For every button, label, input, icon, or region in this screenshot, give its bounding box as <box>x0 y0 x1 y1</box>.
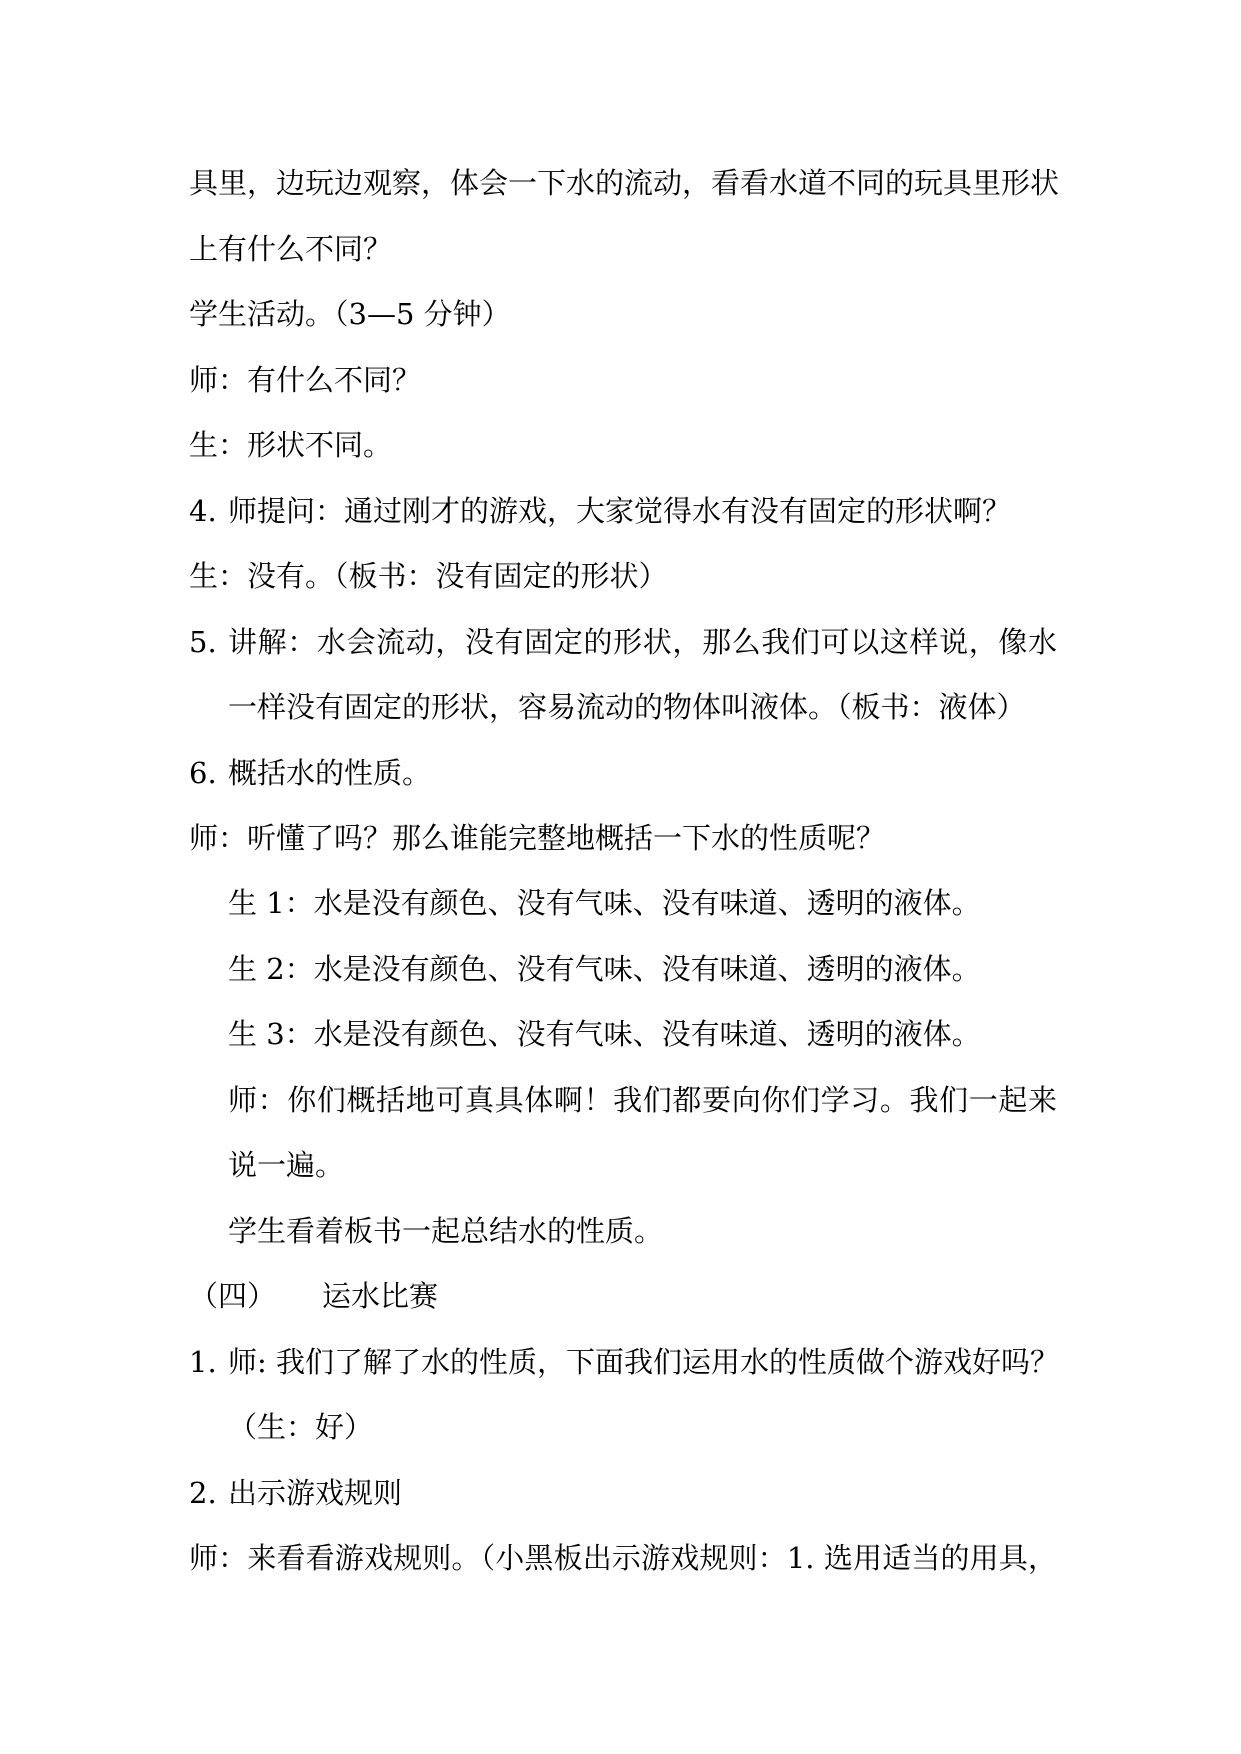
line-text: 生：形状不同。 <box>189 428 393 462</box>
text-line <box>0 425 1241 465</box>
text-line <box>0 1014 1241 1054</box>
line-text: 师：听懂了吗？那么谁能完整地概括一下水的性质呢？ <box>189 821 886 855</box>
line-text: （生：好） <box>228 1410 374 1444</box>
numbered-item <box>0 622 1241 662</box>
item-number: 1. <box>189 1345 217 1379</box>
text-line <box>0 818 1241 858</box>
text-line <box>0 883 1241 923</box>
numbered-item <box>0 753 1241 793</box>
item-text: 概括水的性质。 <box>228 756 432 790</box>
text-line <box>0 556 1241 596</box>
text-line <box>0 687 1241 727</box>
line-text: 说一遍。 <box>228 1148 345 1182</box>
item-number: 2. <box>189 1476 217 1510</box>
item-text: 出示游戏规则 <box>228 1476 403 1510</box>
line-text: 师：有什么不同？ <box>189 363 422 397</box>
text-line <box>0 229 1241 269</box>
section-title: 运水比赛 <box>322 1279 439 1313</box>
text-line <box>0 360 1241 400</box>
text-line <box>0 1080 1241 1120</box>
line-text: 生 3：水是没有颜色、没有气味、没有味道、透明的液体。 <box>228 1017 981 1051</box>
numbered-item <box>0 1473 1241 1513</box>
section-heading <box>0 1276 1241 1316</box>
line-text: 学生看着板书一起总结水的性质。 <box>228 1214 664 1248</box>
line-text: 生 1：水是没有颜色、没有气味、没有味道、透明的液体。 <box>228 886 981 920</box>
text-line <box>0 1211 1241 1251</box>
line-text: 学生活动。（3—5 分钟） <box>189 297 511 331</box>
item-text: 讲解：水会流动，没有固定的形状，那么我们可以这样说，像水 <box>228 625 1057 659</box>
text-line <box>0 1538 1241 1578</box>
section-number: （四） <box>189 1279 277 1313</box>
line-text: 一样没有固定的形状，容易流动的物体叫液体。（板书：液体） <box>228 690 1026 724</box>
item-text: 师提问：通过刚才的游戏，大家觉得水有没有固定的形状啊？ <box>228 494 1012 528</box>
text-line <box>0 294 1241 334</box>
text-line <box>0 949 1241 989</box>
item-text: 师: 我们了解了水的性质，下面我们运用水的性质做个游戏好吗？ <box>228 1345 1059 1379</box>
line-text: 师：你们概括地可真具体啊！我们都要向你们学习。我们一起来 <box>228 1083 1057 1117</box>
text-line <box>0 1407 1241 1447</box>
line-text: 师：来看看游戏规则。（小黑板出示游戏规则：1. 选用适当的用具， <box>189 1541 1057 1575</box>
line-text: 具里，边玩边观察，体会一下水的流动，看看水道不同的玩具里形状 <box>189 166 1060 200</box>
item-number: 6. <box>189 756 217 790</box>
text-line <box>0 163 1241 203</box>
numbered-item <box>0 1342 1241 1382</box>
line-text: 上有什么不同？ <box>189 232 393 266</box>
line-text: 生 2：水是没有颜色、没有气味、没有味道、透明的液体。 <box>228 952 981 986</box>
item-number: 5. <box>189 625 217 659</box>
numbered-item <box>0 491 1241 531</box>
line-text: 生：没有。（板书：没有固定的形状） <box>189 559 668 593</box>
text-line <box>0 1145 1241 1185</box>
item-number: 4. <box>189 494 217 528</box>
